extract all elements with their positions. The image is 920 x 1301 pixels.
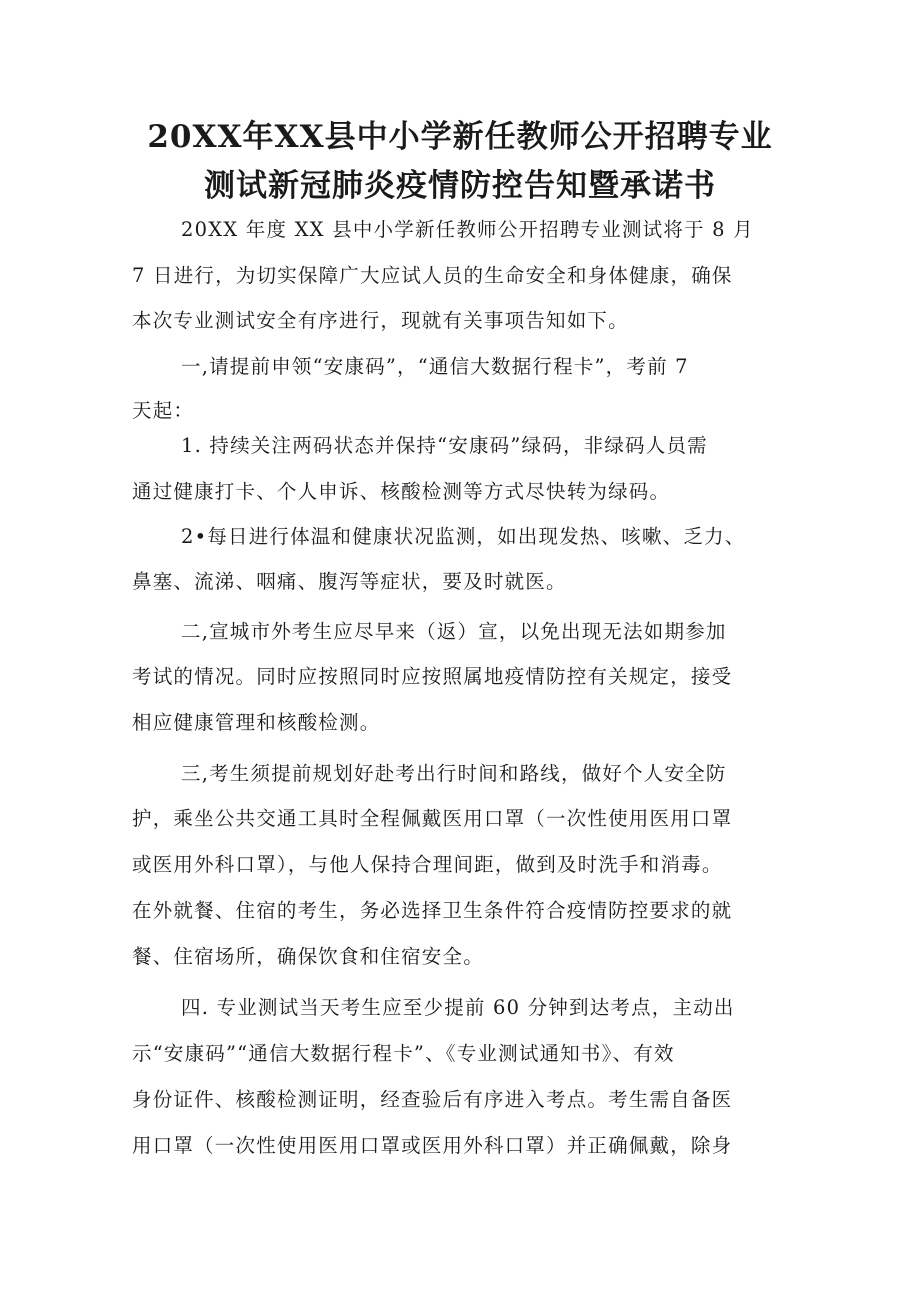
paragraph-line: 天起： (132, 399, 195, 422)
paragraph-line: 一,请提前申领“安康码”，“通信大数据行程卡”，考前 7 (181, 355, 689, 378)
paragraph-line: 鼻塞、流涕、咽痛、腹泻等症状，要及时就医。 (132, 570, 567, 593)
paragraph-line: 护，乘坐公共交通工具时全程佩戴医用口罩（一次性使用医用口罩 (132, 807, 733, 830)
paragraph-line: 用口罩（一次性使用医用口罩或医用外科口罩）并正确佩戴，除身 (132, 1134, 733, 1157)
paragraph-line: 在外就餐、住宿的考生，务必选择卫生条件符合疫情防控要求的就 (132, 899, 733, 922)
paragraph-line: 通过健康打卡、个人申诉、核酸检测等方式尽快转为绿码。 (132, 480, 671, 503)
paragraph-line: 或医用外科口罩），与他人保持合理间距，做到及时洗手和消毒。 (132, 853, 723, 876)
paragraph-line: 20XX 年度 XX 县中小学新任教师公开招聘专业测试将于 8 月 (181, 218, 754, 241)
paragraph-line: 三,考生须提前规划好赴考出行时间和路线，做好个人安全防 (181, 762, 727, 785)
paragraph-line: 二,宣城市外考生应尽早来（返）宣，以免出现无法如期参加 (181, 620, 727, 643)
paragraph-line: 7 日进行，为切实保障广大应试人员的生命安全和身体健康，确保 (132, 264, 733, 287)
paragraph-line: 身份证件、核酸检测证明，经查验后有序进入考点。考生需自备医 (132, 1088, 733, 1111)
document-title-line-1: 20XX年XX县中小学新任教师公开招聘专业 (147, 119, 773, 155)
document-title-line-2: 测试新冠肺炎疫情防控告知暨承诺书 (204, 168, 716, 204)
paragraph-line: 示“安康码”“通信大数据行程卡”、《专业测试通知书》、有效 (132, 1042, 675, 1065)
paragraph-line: 1. 持续关注两码状态并保持“安康码”绿码，非绿码人员需 (181, 434, 708, 457)
paragraph-line: 相应健康管理和核酸检测。 (132, 711, 381, 734)
paragraph-line: 考试的情况。同时应按照同时应按照属地疫情防控有关规定，接受 (132, 665, 733, 688)
paragraph-line: 2•每日进行体温和健康状况监测，如出现发热、咳嗽、乏力、 (181, 525, 746, 548)
paragraph-line: 餐、住宿场所，确保饮食和住宿安全。 (132, 945, 484, 968)
paragraph-line: 本次专业测试安全有序进行，现就有关事项告知如下。 (132, 309, 629, 332)
paragraph-line: 四. 专业测试当天考生应至少提前 60 分钟到达考点，主动出 (181, 996, 735, 1019)
